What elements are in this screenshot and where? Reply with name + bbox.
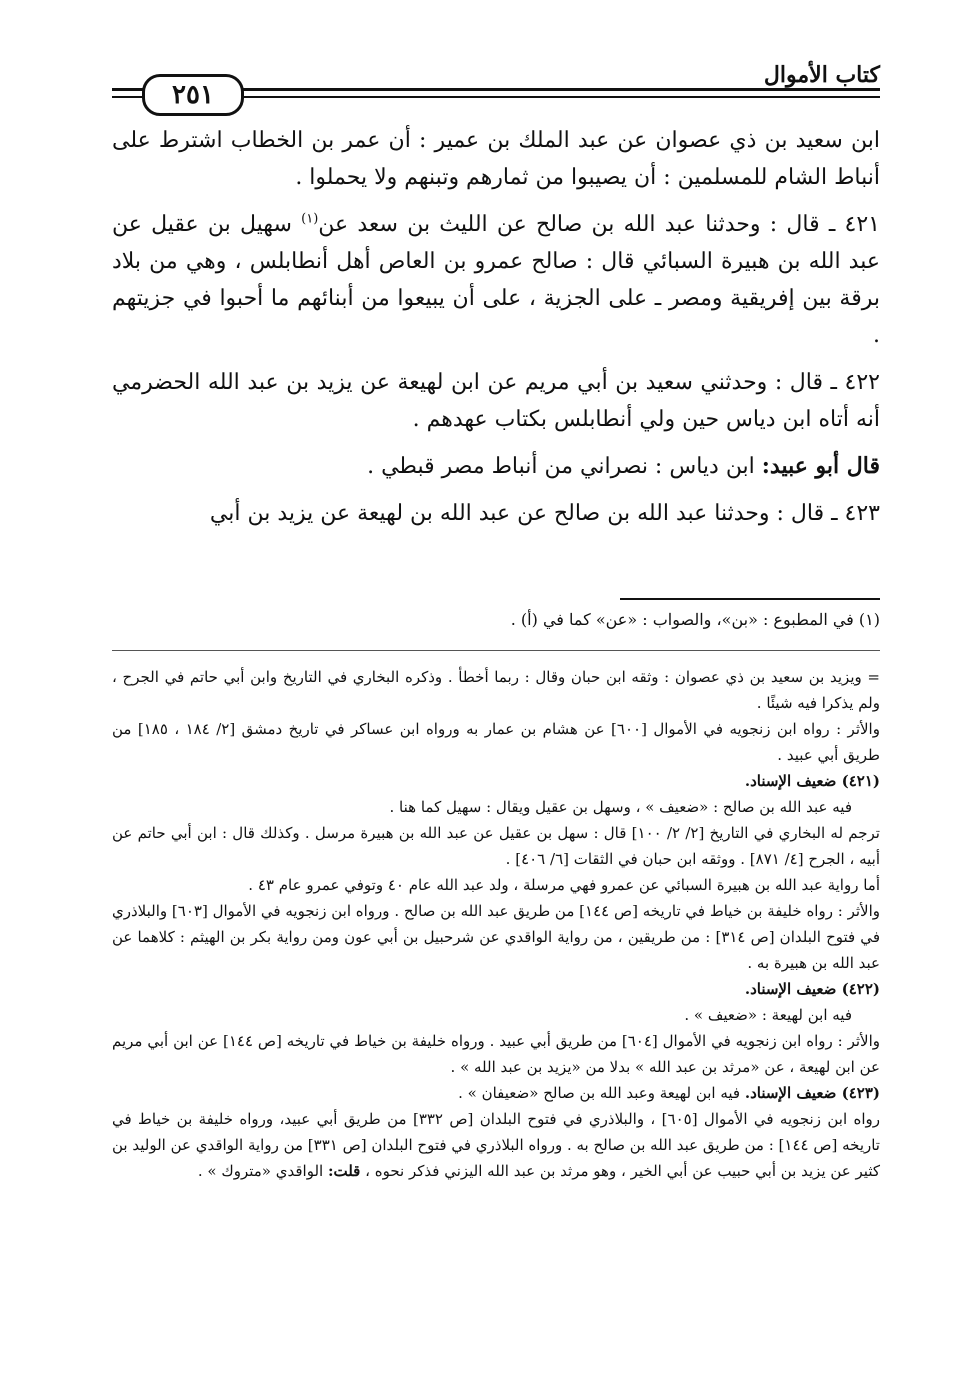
paragraph-1: ابن سعيد بن ذي عصوان عن عبد الملك بن عمير : أن عمر بن الخطاب اشترط على أنباط الشام للمسلمين : أن يصيبوا من ثمارهم وتبنهم ولا يحملوا . xyxy=(112,128,880,190)
heading-423-lead: (٤٢٣) ضعيف الإسناد. xyxy=(744,1084,880,1102)
note-422-b: والأثر : رواه ابن زنجويه في الأموال [٦٠٤] من طريق أبي عبيد . ورواه خليفة بن خياط في تاريخه [ص ١٤٤] عن ابن أبي مريم عن ابن لهيعة ، عن «مرثد بن عبد الله » بدلا من «يزيد بن عبد الله » . xyxy=(112,1032,880,1076)
heading-422: (٤٢٢) ضعيف الإسناد. xyxy=(744,980,880,998)
footnote-1: (١) في المطبوع : «بن»، والصواب : «عن» كما في (أ) . xyxy=(510,610,880,629)
page-number-badge xyxy=(142,74,244,116)
paragraph-421 xyxy=(112,206,880,354)
heading-421: (٤٢١) ضعيف الإسناد. xyxy=(744,772,880,790)
heading-423-text: فيه ابن لهيعة وعبد الله بن صالح «ضعيفان » . xyxy=(458,1084,745,1102)
para-421-end: سهيل بن عقيل عن عبد الله بن هبيرة السبائي قال : صالح عمرو بن العاص أهل أنطابلس ، وهي من بلاد برقة بين إفريقية ومصر ـ على الجزية ، على أن يبيعوا من أبنائهم ما أحبوا في جزيتهم . xyxy=(112,212,880,348)
commentary-notes xyxy=(112,664,880,1184)
heading-423 xyxy=(112,1080,880,1106)
note-423-end: الواقدي «متروك » . xyxy=(197,1162,328,1180)
paragraph-423: ٤٢٣ ـ قال : وحدثنا عبد الله بن صالح عن عبد الله بن لهيعة عن يزيد بن أبي xyxy=(209,501,880,526)
abu-ubaid-text: ابن دياس : نصراني من أنباط مصر قبطي . xyxy=(367,454,762,479)
footnote-separator xyxy=(620,598,880,600)
paragraph-422: ٤٢٢ ـ قال : وحدثني سعيد بن أبي مريم عن ابن لهيعة عن يزيد بن عبد الله الحضرمي أنه أتاه ابن دياس حين ولي أنطابلس بكتاب عهدهم . xyxy=(112,370,880,432)
note-423 xyxy=(112,1106,880,1184)
main-text xyxy=(112,122,880,542)
note-421-d: والأثر : رواه خليفة بن خياط في تاريخه [ص ١٤٤] من طريق عبد الله بن صالح . ورواه ابن زنجويه في الأموال [٦٠٣] والبلاذري في فتوح البلدان [ص ٣١٤] : من طريقين ، من رواية الواقدي عن شرحبيل بن أبي عون ومن رواية بكر بن الهيثم : كلاهما عن عبد الله بن هبيرة به . xyxy=(112,902,880,972)
note-421-c: أما رواية عبد الله بن هبيرة السبائي عن عمرو فهي مرسلة ، ولد عبد الله عام ٤٠ وتوفي عمرو عام ٤٣ . xyxy=(248,876,880,894)
page-header xyxy=(112,58,880,118)
note-423-start: رواه ابن زنجويه في الأموال [٦٠٥] ، والبلاذري في فتوح البلدان [ص ٣٣٢] من طريق أبي عبيد، ورواه خليفة بن خياط في تاريخه [ص ١٤٤] : من طريق عبد الله بن صالح به . ورواه البلاذري في فتوح البلدان [ص ٣٣١] من رواية الواقدي عن الوليد بن كثير عن يزيد بن أبي حبيب عن أبي الخير ، وهو مرثد بن عبد الله اليزني فذكر نحوه ، xyxy=(112,1110,881,1180)
abu-ubaid-lead: قال أبو عبيد: xyxy=(761,453,880,479)
note-421-a: فيه عبد الله بن صالح : «ضعيف » ، وسهل بن عقيل ويقال : سهيل كما هنا . xyxy=(389,798,852,816)
para-421-start: ٤٢١ ـ قال : وحدثنا عبد الله بن صالح عن الليث بن سعد عن xyxy=(318,212,880,237)
page-number: ٢٥١ xyxy=(172,80,214,110)
footnote-marker-1[interactable]: (١) xyxy=(301,211,319,227)
note-422-a: فيه ابن لهيعة : «ضعيف » . xyxy=(684,1006,852,1024)
notes-separator xyxy=(112,650,880,651)
book-title: كتاب الأموال xyxy=(754,62,880,88)
note-athar-1: والأثر : رواه ابن زنجويه في الأموال [٦٠٠] عن هشام بن عمار به ورواه ابن عساكر في تاريخ دمشق [٢/ ١٨٤ ، ١٨٥] من طريق أبي عبيد . xyxy=(112,720,880,764)
paragraph-abu-ubaid xyxy=(112,448,880,485)
note-423-qult: قلت: xyxy=(327,1162,361,1180)
note-yazid: = ويزيد بن سعيد بن ذي عصوان : وثقه ابن حبان وقال : ربما أخطأ . وذكره البخاري في التاريخ وابن أبي حاتم في الجرح ، ولم يذكرا فيه شيئًا . xyxy=(112,668,880,712)
note-421-b: ترجم له البخاري في التاريخ [٢/ ٢/ ١٠٠] قال : سهل بن عقيل عن عبد الله بن هبيرة مرسل . وكذلك قال : ابن أبي حاتم عن أبيه ، الجرح [٤/ ٨٧١] . ووثقه ابن حبان في الثقات [٦/ ٤٠٦] . xyxy=(112,824,880,868)
